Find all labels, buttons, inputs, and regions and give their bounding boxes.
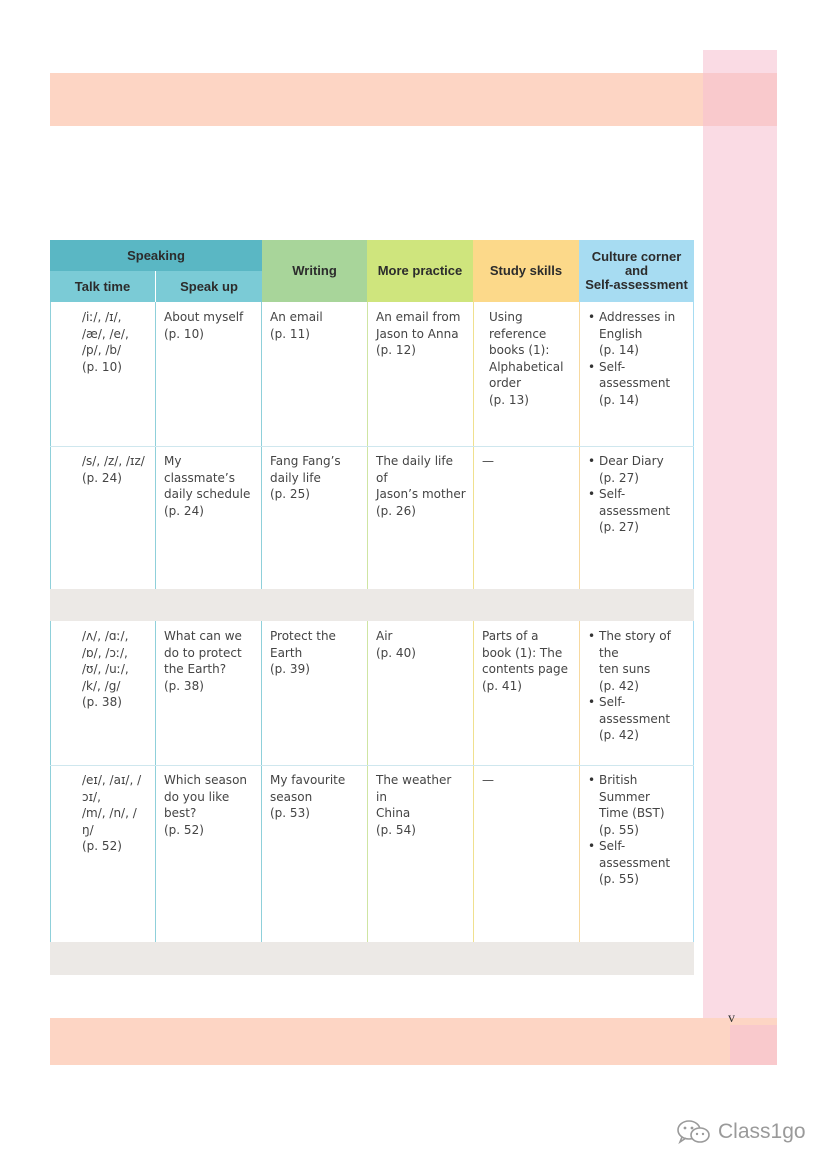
culture-cell	[588, 302, 693, 408]
header-speak-up: Speak up	[156, 271, 262, 302]
speak-up-cell: Which season do you like best? (p. 52)	[164, 773, 248, 837]
study-skills-cell: Parts of a book (1): The contents page (p. 41)	[482, 629, 568, 693]
bottom-band	[50, 1018, 777, 1065]
culture-item: • The story of the ten suns (p. 42)	[588, 628, 687, 694]
study-skills-cell: —	[482, 773, 494, 787]
culture-cell	[588, 446, 693, 536]
culture-cell	[588, 621, 693, 744]
col-line	[579, 621, 580, 942]
header-culture: Culture corner and Self-assessment	[579, 240, 694, 302]
culture-item: • Self-assessment (p. 42)	[588, 694, 687, 744]
more-practice-cell: Air (p. 40)	[376, 629, 416, 660]
culture-item: • Addresses in English (p. 14)	[588, 309, 687, 359]
wechat-icon	[676, 1119, 712, 1145]
more-practice-cell: The daily life of Jason’s mother (p. 26)	[376, 454, 466, 518]
watermark	[676, 1117, 806, 1147]
header-writing: Writing	[262, 240, 367, 302]
header-speaking: Speaking	[50, 240, 262, 271]
talk-time-cell: /iː/, /ɪ/, /æ/, /e/, /p/, /b/ (p. 10)	[82, 310, 129, 374]
culture-item: • Dear Diary (p. 27)	[588, 453, 687, 486]
side-margin-strip	[703, 50, 777, 1065]
bottom-band-corner	[730, 1025, 777, 1065]
study-skills-cell: —	[482, 454, 494, 468]
speak-up-cell: What can we do to protect the Earth? (p. 38)	[164, 629, 242, 693]
top-band	[50, 73, 777, 126]
culture-item: • Self-assessment (p. 55)	[588, 838, 687, 888]
writing-cell: An email (p. 11)	[270, 310, 323, 341]
study-skills-cell: Using reference books (1): Alphabetical order (p. 13)	[489, 310, 564, 407]
culture-item: • Self-assessment (p. 27)	[588, 486, 687, 536]
writing-cell: Fang Fang’s daily life (p. 25)	[270, 454, 341, 501]
more-practice-cell: The weather in China (p. 54)	[376, 773, 452, 837]
page-number: v	[728, 1011, 735, 1026]
culture-item: • Self-assessment (p. 14)	[588, 359, 687, 409]
writing-cell: My favourite season (p. 53)	[270, 773, 346, 820]
culture-item: • British Summer Time (BST) (p. 55)	[588, 772, 687, 838]
col-line	[473, 621, 474, 942]
top-band-corner	[703, 73, 777, 126]
col-line	[261, 621, 262, 942]
col-line	[155, 621, 156, 942]
more-practice-cell: An email from Jason to Anna (p. 12)	[376, 310, 461, 357]
col-line	[367, 621, 368, 942]
col-line	[50, 621, 51, 942]
writing-cell: Protect the Earth (p. 39)	[270, 629, 336, 676]
header-study-skills: Study skills	[473, 240, 579, 302]
watermark-text: Class1go	[718, 1120, 806, 1143]
talk-time-cell: /eɪ/, /aɪ/, /ɔɪ/, /m/, /n/, /ŋ/ (p. 52)	[82, 773, 142, 853]
speak-up-cell: My classmate’s daily schedule (p. 24)	[164, 454, 251, 518]
culture-cell	[588, 765, 693, 888]
header-talk-time: Talk time	[50, 271, 155, 302]
talk-time-cell: /ʌ/, /ɑː/, /ɒ/, /ɔː/, /ʊ/, /uː/, /k/, /g/ (p. 38)	[82, 629, 129, 709]
speak-up-cell: About myself (p. 10)	[164, 310, 244, 341]
talk-time-cell: /s/, /z/, /ɪz/ (p. 24)	[82, 454, 145, 485]
header-more-practice: More practice	[367, 240, 473, 302]
unit-separator	[50, 589, 694, 621]
col-line	[693, 621, 694, 942]
unit-separator	[50, 942, 694, 975]
